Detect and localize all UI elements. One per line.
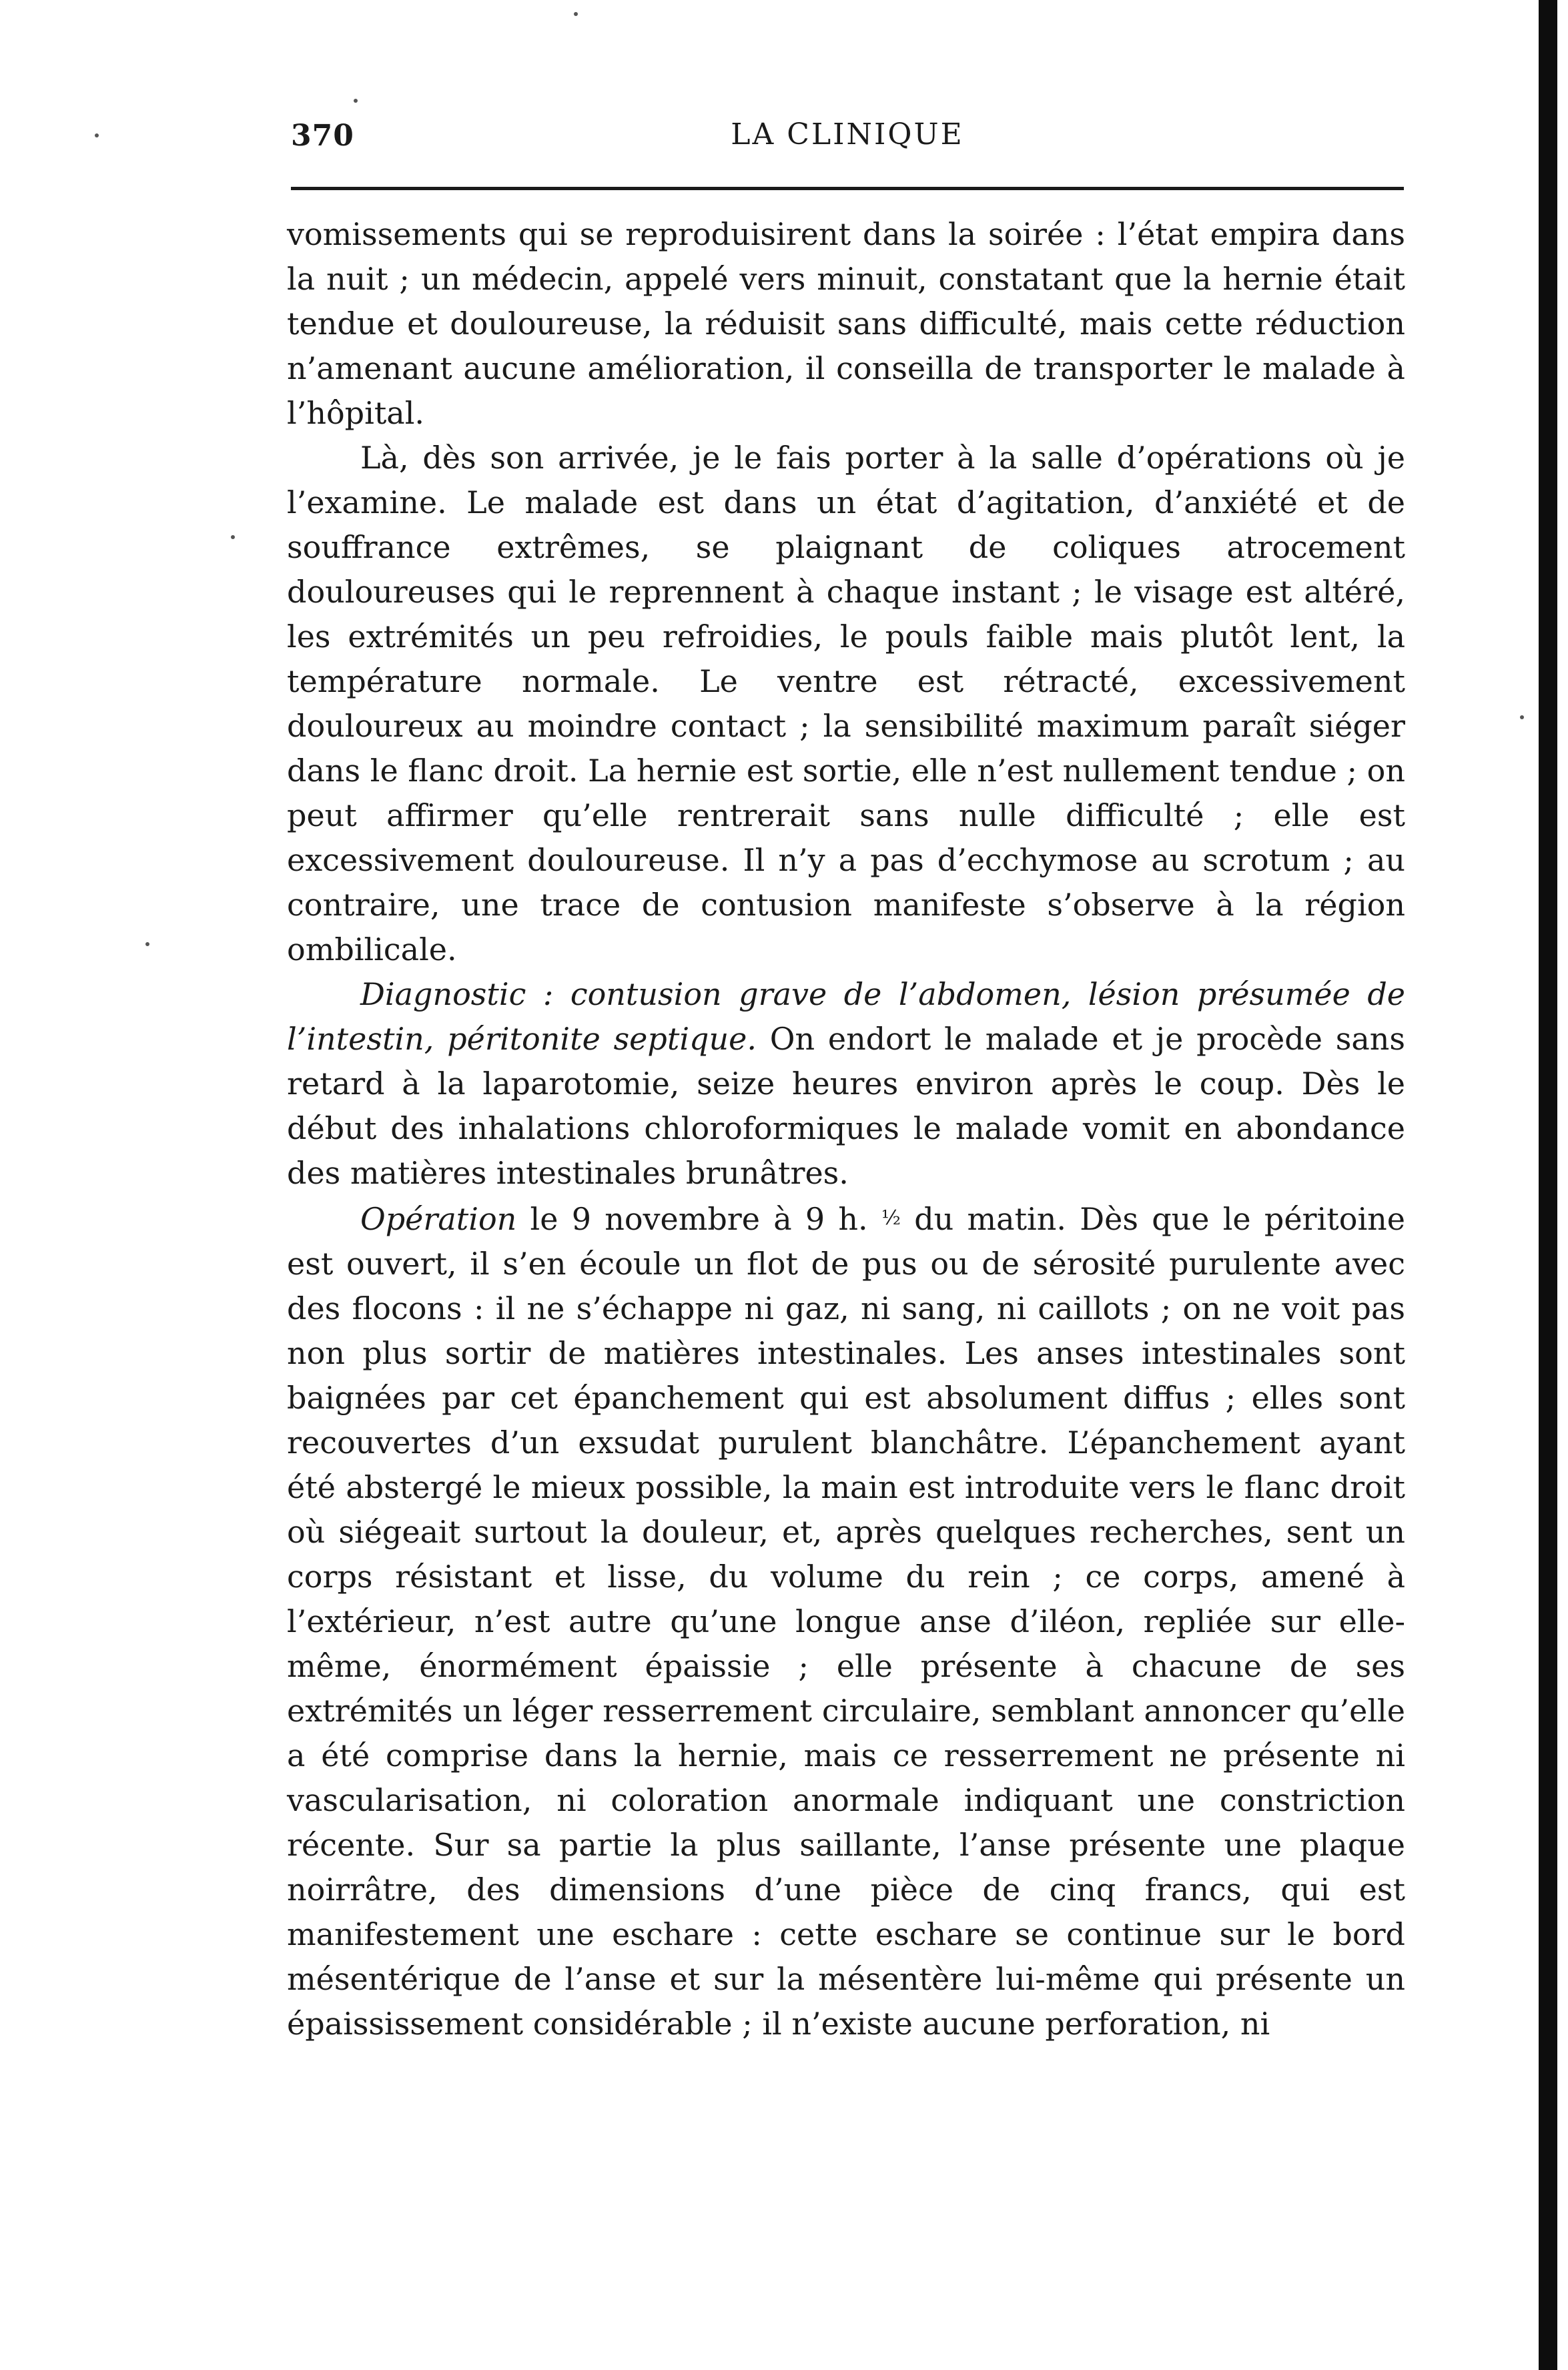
fraction-half: ½: [881, 1206, 901, 1230]
page-number: 370: [291, 119, 354, 153]
scan-speck: [1520, 715, 1524, 719]
paragraph-operation: [287, 1196, 1405, 2046]
diagnostic-italic-lead: Diagnostic : contusion grave de l’abdomen, lésion présumée de l’intestin, péritonite septique.: [287, 976, 1405, 1057]
paragraph-text: le 9 novembre à 9 h.: [516, 1201, 881, 1237]
paragraph: [287, 212, 1405, 436]
scan-speck: [574, 12, 578, 16]
paragraph: [287, 436, 1405, 972]
scan-speck: [145, 942, 149, 946]
scan-speck: [95, 133, 99, 137]
scan-speck: [354, 99, 358, 103]
paragraph-diagnostic: [287, 972, 1405, 1196]
scan-speck: [231, 535, 235, 539]
running-title: LA CLINIQUE: [731, 117, 964, 151]
scan-edge-bar: [1539, 0, 1557, 2370]
page-header: [291, 112, 1404, 165]
paragraph-text: vomissements qui se reproduisirent dans la soirée : l’état empira dans la nuit ; un médecin, appelé vers minuit, constatant que la hernie était tendue et douloureuse, la réduisit sans difficulté, mais cette réduction n’amenant aucune amélioration, il conseilla de transporter le malade à l’hôpital.: [287, 216, 1405, 431]
paragraph-text: du matin. Dès que le péritoine est ouvert, il s’en écoule un flot de pus ou de sérosité purulente avec des flocons : il ne s’échappe ni gaz, ni sang, ni caillots ; on ne voit pas non plus sortir de matières intestinales. Les anses intestinales sont baignées par cet épanchement qui est absolument diffus ; elles sont recouvertes d’un exsudat purulent blanchâtre. L’épanchement ayant été abstergé le mieux possible, la main est introduite vers le flanc droit où siégeait surtout la douleur, et, après quelques recherches, sent un corps résistant et lisse, du volume du rein ; ce corps, amené à l’extérieur, n’est autre qu’une longue anse d’iléon, repliée sur elle-même, énormément épaissie ; elle présente à chacune de ses extrémités un léger resserrement circulaire, semblant annoncer qu’elle a été comprise dans la hernie, mais ce resserrement ne présente ni vascularisation, ni coloration anormale indiquant une constriction récente. Sur sa partie la plus saillante, l’anse présente une plaque noirrâtre, des dimensions d’une pièce de cinq francs, qui est manifestement une eschare : cette eschare se continue sur le bord mésentérique de l’anse et sur la mésentère lui-même qui présente un épaississement considérable ; il n’existe aucune perforation, ni: [287, 1201, 1405, 2042]
paragraph-text: Là, dès son arrivée, je le fais porter à la salle d’opérations où je l’examine. Le malade est dans un état d’agitation, d’anxiété et de souffrance extrêmes, se plaignant de coliques atrocement douloureuses qui le reprennent à chaque instant ; le visage est altéré, les extrémités un peu refroidies, le pouls faible mais plutôt lent, la température normale. Le ventre est rétracté, excessivement douloureux au moindre contact ; la sensibilité maximum paraît siéger dans le flanc droit. La hernie est sortie, elle n’est nullement tendue ; on peut affirmer qu’elle rentrerait sans nulle difficulté ; elle est excessivement douloureuse. Il n’y a pas d’ecchymose au scrotum ; au contraire, une trace de contusion manifeste s’observe à la région ombilicale.: [287, 440, 1405, 967]
operation-italic-lead: Opération: [360, 1201, 517, 1237]
paragraph-text: On endort le malade et je procède sans retard à la laparotomie, seize heures environ après le coup. Dès le début des inhalations chloroformiques le malade vomit en abondance des matières intestinales brunâtres.: [287, 1021, 1405, 1191]
body-text: [287, 212, 1405, 2046]
header-rule: [291, 187, 1404, 190]
